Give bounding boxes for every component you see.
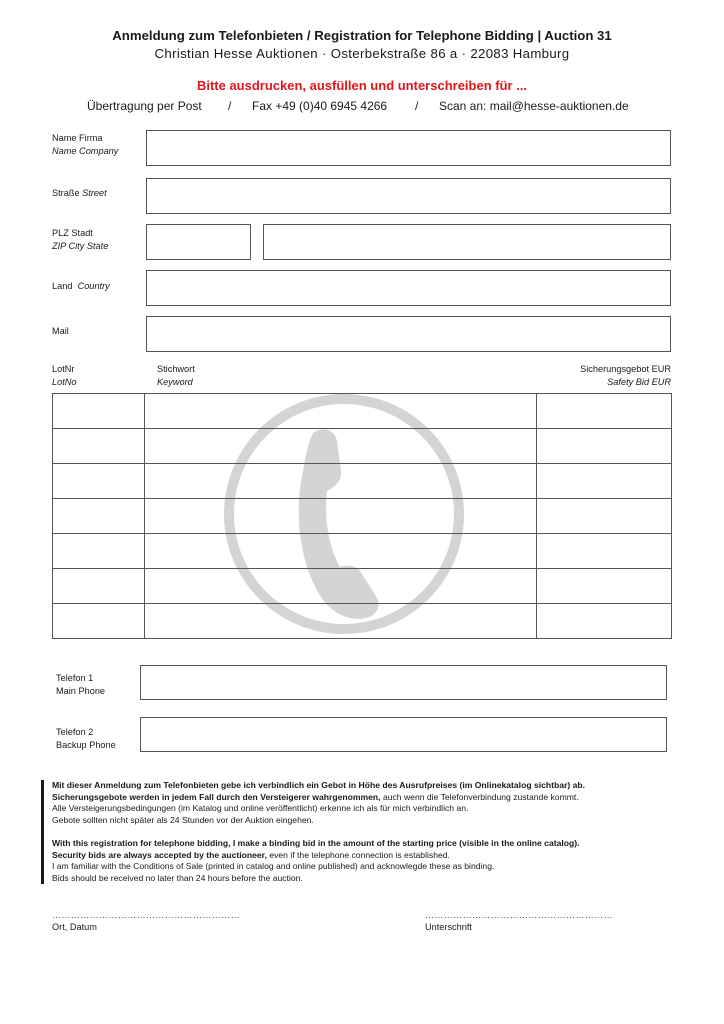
street-label: Straße Street (52, 188, 107, 198)
keyword-header: Stichwort Keyword (157, 364, 195, 387)
safety-bid-cell[interactable] (537, 429, 672, 464)
form-title: Anmeldung zum Telefonbieten / Registration for Telephone Bidding | Auction 31 (112, 28, 612, 43)
zip-city-label: PLZ Stadt ZIP City State (52, 228, 109, 251)
table-row (53, 604, 672, 639)
table-row (53, 394, 672, 429)
place-date-line[interactable]: …………………………………………………… (52, 910, 240, 920)
transmission-separator: / (228, 99, 232, 113)
mail-field[interactable] (146, 316, 671, 352)
keyword-cell[interactable] (144, 394, 537, 429)
zip-field[interactable] (146, 224, 251, 260)
table-row (53, 464, 672, 499)
place-date-label: Ort, Datum (52, 922, 97, 932)
city-field[interactable] (263, 224, 671, 260)
legal-text-en: With this registration for telephone bidding, I make a binding bid in the amount of the starting price (visible in the online catalog). Security bids are always accepted by the auctioneer, even if the telephone connection is established. I am familiar with the Conditions of Sale (printed in catalog and online published) and acknowlegde these as binding. Bids should be received no later than 24 hours before the auction. (52, 838, 580, 883)
signature-label: Unterschrift (425, 922, 472, 932)
phone2-field[interactable] (140, 717, 667, 752)
lot-number-cell[interactable] (53, 429, 145, 464)
lot-number-cell[interactable] (53, 569, 145, 604)
safety-bid-cell[interactable] (537, 534, 672, 569)
table-row (53, 569, 672, 604)
lot-number-cell[interactable] (53, 499, 145, 534)
mail-label: Mail (52, 326, 69, 336)
safety-bid-header: Sicherungsgebot EUR Safety Bid EUR (580, 364, 671, 387)
print-instruction: Bitte ausdrucken, ausfüllen und unterschreiben für ... (196, 78, 528, 93)
lot-number-header: LotNr LotNo (52, 364, 77, 387)
keyword-cell[interactable] (144, 429, 537, 464)
transmission-fax: Fax +49 (0)40 6945 4266 (252, 99, 388, 113)
keyword-cell[interactable] (144, 534, 537, 569)
signature-line[interactable]: …………………………………………………… (425, 910, 613, 920)
lot-number-cell[interactable] (53, 534, 145, 569)
phone2-label: Telefon 2 Backup Phone (56, 727, 116, 750)
street-field[interactable] (146, 178, 671, 214)
country-field[interactable] (146, 270, 671, 306)
transmission-post: Übertragung per Post (87, 99, 202, 113)
table-row (53, 429, 672, 464)
keyword-cell[interactable] (144, 464, 537, 499)
legal-text-de: Mit dieser Anmeldung zum Telefonbieten gebe ich verbindlich ein Gebot in Höhe des Ausrufpreises (im Onlinekatalog sichtbar) ab. Sicherungsgebote werden in jedem Fall durch den Versteigerer wahrgenommen, auch wenn die Telefonverbindung zustande kommt. Alle Versteigerungsbedingungen (im Katalog und online veröffentlicht) erkenne ich als für mich verbindlich an. Gebote sollten nicht später als 24 Stunden vor der Auktion eingehen. (52, 780, 586, 825)
country-label: Land Country (52, 281, 110, 291)
safety-bid-cell[interactable] (537, 464, 672, 499)
safety-bid-cell[interactable] (537, 394, 672, 429)
safety-bid-cell[interactable] (537, 499, 672, 534)
lots-table (52, 393, 672, 639)
safety-bid-cell[interactable] (537, 604, 672, 639)
transmission-separator: / (415, 99, 419, 113)
keyword-cell[interactable] (144, 604, 537, 639)
name-company-field[interactable] (146, 130, 671, 166)
legal-sidebar-bar (41, 780, 44, 884)
safety-bid-cell[interactable] (537, 569, 672, 604)
auction-house-address: Christian Hesse Auktionen · Osterbekstraße 86 a · 22083 Hamburg (154, 46, 570, 61)
keyword-cell[interactable] (144, 499, 537, 534)
lot-number-cell[interactable] (53, 394, 145, 429)
transmission-scan: Scan an: mail@hesse-auktionen.de (439, 99, 629, 113)
table-row (53, 499, 672, 534)
name-company-label: Name Firma Name Company (52, 133, 119, 156)
lot-number-cell[interactable] (53, 464, 145, 499)
table-row (53, 534, 672, 569)
lot-number-cell[interactable] (53, 604, 145, 639)
phone1-label: Telefon 1 Main Phone (56, 673, 106, 696)
keyword-cell[interactable] (144, 569, 537, 604)
phone1-field[interactable] (140, 665, 667, 700)
